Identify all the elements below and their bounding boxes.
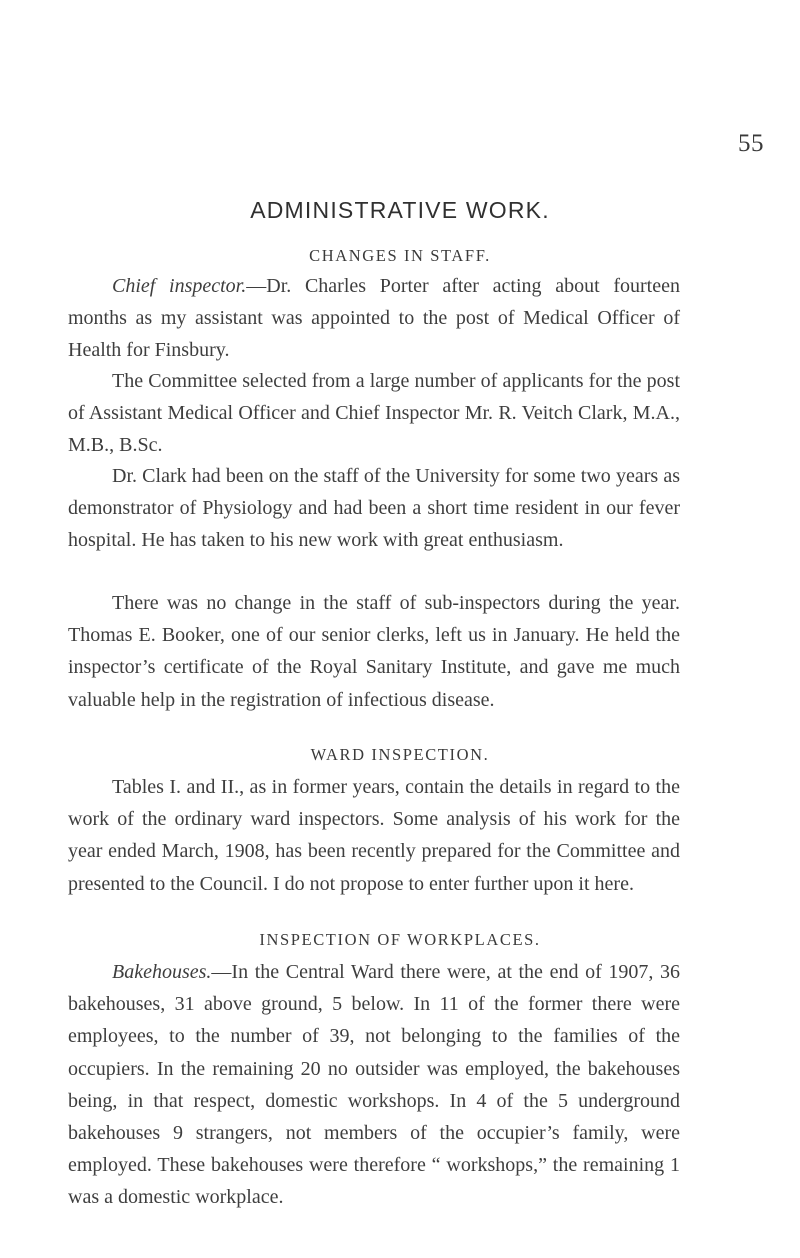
paragraph-dr-clark: Dr. Clark had been on the staff of the University for some two years as demonstrator of Physiology and had been a short time resident in our fever hospital. He has taken to his new work with great enthusiasm. [68,465,680,552]
paragraph-lead-chief-inspector: Chief inspector. [112,275,247,297]
paragraph-text-bakehouses: —In the Central Ward there were, at the end of 1907, 36 bakehouses, 31 above ground, 5 below. In 11 of the former there were employees, to the number of 39, not belonging to the families of the occupiers. In the remaining 20 no outsider was employed, the bakehouses being, in that respect, domestic workshops. In 4 of the 5 underground bakehouses 9 strangers, not members of the occupier’s family, were employed. These bakehouses were therefore “ workshops,” the remaining 1 was a domestic workplace. [68,961,680,1209]
paragraph-bakehouses [68,956,680,1214]
paragraph-committee-selection: The Committee selected from a large number of applicants for the post of Assistant Medical Officer and Chief Inspector Mr. R. Veitch Clark, M.A., M.B., B.Sc. [68,370,680,457]
section-heading-inspection-of-workplaces: INSPECTION OF WORKPLACES. [259,930,541,949]
section-heading-ward-inspection: WARD INSPECTION. [310,745,490,764]
paragraph-lead-bakehouses: Bakehouses. [112,961,212,983]
page-title: ADMINISTRATIVE WORK. [250,197,550,223]
page-number: 55 [738,130,764,157]
paragraph-ward-inspection: Tables I. and II., as in former years, contain the details in regard to the work of the ordinary ward inspectors. Some analysis of his work for the year ended March, 1908, has been recently prepared for the Committee and presented to the Council. I do not propose to enter further upon it here. [68,776,680,895]
paragraph-chief-inspector [68,270,680,367]
paragraph-sub-inspectors: There was no change in the staff of sub-inspectors during the year. Thomas E. Booker, one of our senior clerks, left us in January. He held the inspector’s certificate of the Royal Sanitary Institute, and gave me much valuable help in the registration of infectious disease. [68,592,680,711]
section-heading-changes-in-staff: CHANGES IN STAFF. [309,246,491,265]
paragraph-text-chief-inspector: —Dr. Charles Porter after acting about fourteen months as my assistant was appointed to the post of Medical Officer of Health for Finsbury. [68,275,680,362]
